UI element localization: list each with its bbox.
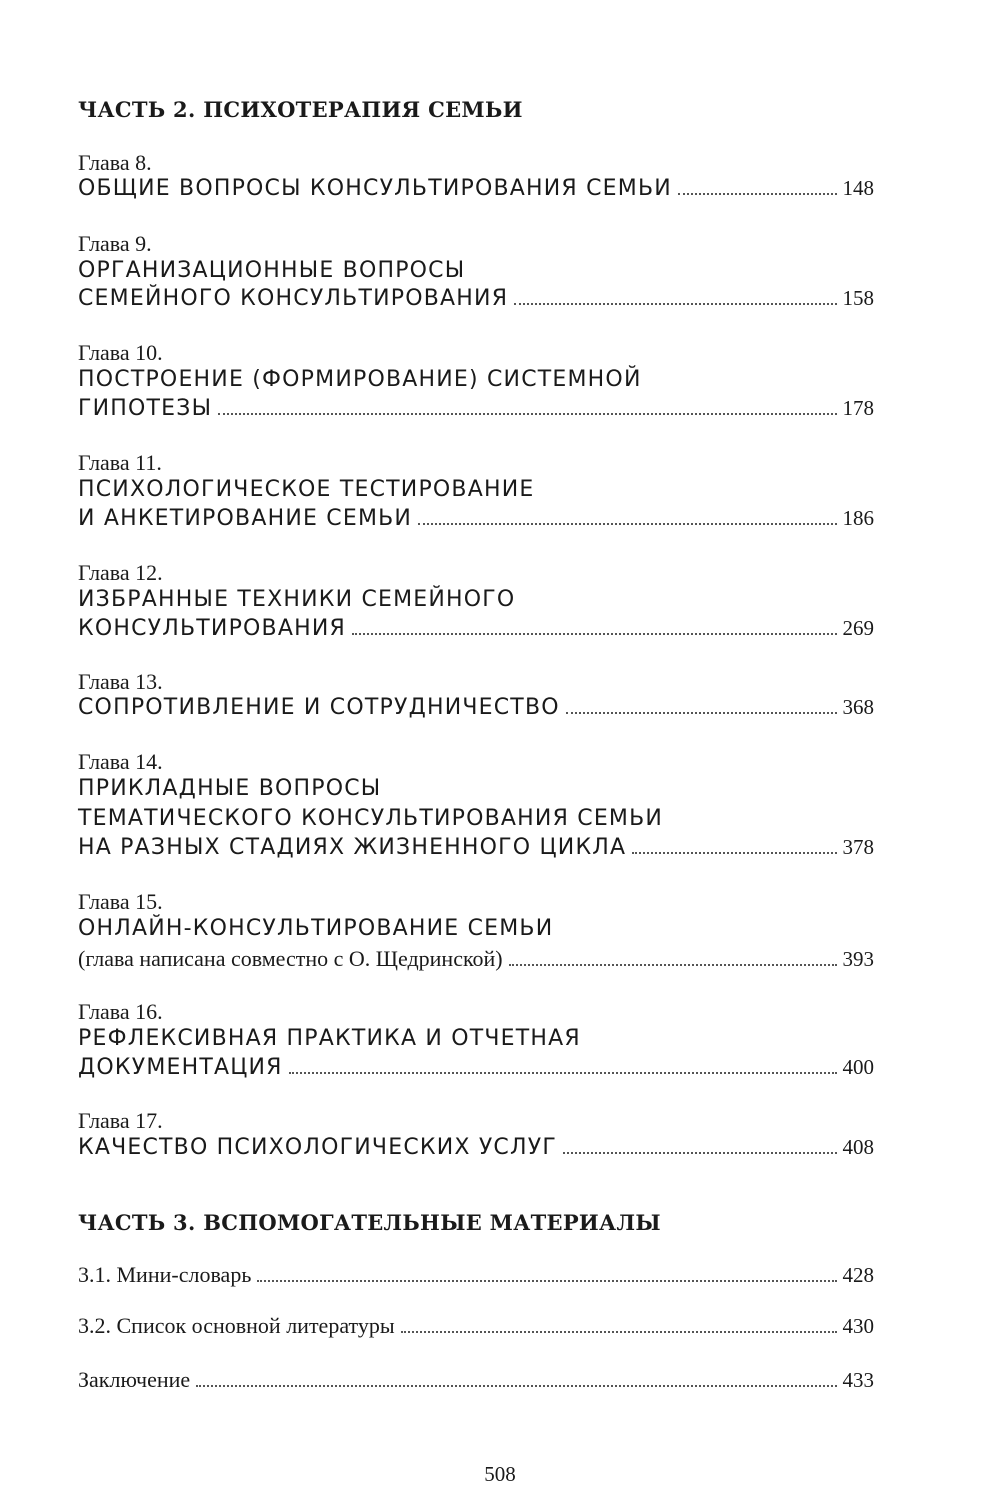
chapter-9-entry[interactable] (78, 286, 874, 311)
chapter-14-title-line-1: ПРИКЛАДНЫЕ ВОПРОСЫ (78, 776, 382, 801)
chapter-9-title-last: СЕМЕЙНОГО КОНСУЛЬТИРОВАНИЯ (78, 286, 509, 311)
appendix-dictionary-title: 3.1. Мини-словарь (78, 1262, 252, 1287)
chapter-9-title-line: ОРГАНИЗАЦИОННЫЕ ВОПРОСЫ (78, 258, 466, 283)
chapter-16-label: Глава 16. (78, 999, 163, 1024)
chapter-8-title: ОБЩИЕ ВОПРОСЫ КОНСУЛЬТИРОВАНИЯ СЕМЬИ (78, 176, 672, 201)
leader-dots (632, 852, 836, 854)
chapter-14-label: Глава 14. (78, 749, 163, 774)
chapter-15-title-line: ОНЛАЙН-КОНСУЛЬТИРОВАНИЕ СЕМЬИ (78, 916, 554, 941)
chapter-12-entry[interactable] (78, 616, 874, 641)
chapter-8-page: 148 (842, 176, 874, 200)
chapter-9-page: 158 (842, 286, 874, 310)
chapter-16-title-last: ДОКУМЕНТАЦИЯ (78, 1055, 283, 1080)
chapter-13-page: 368 (842, 695, 874, 719)
chapter-15-label: Глава 15. (78, 889, 163, 914)
chapter-10-title-last: ГИПОТЕЗЫ (78, 396, 213, 421)
chapter-17-page: 408 (842, 1135, 874, 1159)
leader-dots (289, 1072, 837, 1074)
leader-dots (509, 964, 837, 966)
chapter-14-title-line-2: ТЕМАТИЧЕСКОГО КОНСУЛЬТИРОВАНИЯ СЕМЬИ (78, 806, 664, 831)
leader-dots (514, 303, 836, 305)
appendix-literature-page: 430 (842, 1314, 874, 1338)
chapter-8-entry[interactable] (78, 176, 874, 201)
chapter-11-label: Глава 11. (78, 450, 162, 475)
chapter-12-label: Глава 12. (78, 560, 163, 585)
chapter-12-title-last: КОНСУЛЬТИРОВАНИЯ (78, 616, 346, 641)
chapter-17-entry[interactable] (78, 1135, 874, 1160)
chapter-16-title-line: РЕФЛЕКСИВНАЯ ПРАКТИКА И ОТЧЕТНАЯ (78, 1026, 581, 1051)
chapter-14-page: 378 (842, 835, 874, 859)
appendix-dictionary-page: 428 (842, 1263, 874, 1287)
chapter-10-page: 178 (842, 396, 874, 420)
chapter-13-label: Глава 13. (78, 669, 163, 694)
chapter-16-entry[interactable] (78, 1055, 874, 1080)
chapter-14-title-last: НА РАЗНЫХ СТАДИЯХ ЖИЗНЕННОГО ЦИКЛА (78, 835, 627, 860)
chapter-14-entry[interactable] (78, 835, 874, 860)
chapter-17-label: Глава 17. (78, 1108, 163, 1133)
chapter-8-label: Глава 8. (78, 150, 152, 175)
chapter-12-title-line: ИЗБРАННЫЕ ТЕХНИКИ СЕМЕЙНОГО (78, 587, 516, 612)
part-2-title: ЧАСТЬ 2. ПСИХОТЕРАПИЯ СЕМЬИ (78, 97, 523, 122)
leader-dots (563, 1152, 837, 1154)
chapter-10-label: Глава 10. (78, 340, 163, 365)
chapter-16-page: 400 (842, 1055, 874, 1079)
leader-dots (566, 712, 837, 714)
chapter-13-entry[interactable] (78, 695, 874, 720)
chapter-15-page: 393 (842, 947, 874, 971)
chapter-11-entry[interactable] (78, 506, 874, 531)
conclusion-entry[interactable] (78, 1367, 874, 1393)
chapter-9-label: Глава 9. (78, 231, 152, 256)
chapter-11-title-line: ПСИХОЛОГИЧЕСКОЕ ТЕСТИРОВАНИЕ (78, 477, 535, 502)
page-number: 508 (484, 1462, 516, 1486)
chapter-15-entry[interactable] (78, 946, 874, 972)
leader-dots (401, 1331, 837, 1333)
chapter-10-title-line: ПОСТРОЕНИЕ (ФОРМИРОВАНИЕ) СИСТЕМНОЙ (78, 367, 642, 392)
appendix-literature-title: 3.2. Список основной литературы (78, 1313, 395, 1338)
leader-dots (678, 193, 837, 195)
leader-dots (418, 523, 836, 525)
chapter-10-entry[interactable] (78, 396, 874, 421)
chapter-11-page: 186 (842, 506, 874, 530)
chapter-17-title: КАЧЕСТВО ПСИХОЛОГИЧЕСКИХ УСЛУГ (78, 1135, 557, 1160)
appendix-literature-entry[interactable] (78, 1313, 874, 1339)
part-3-title: ЧАСТЬ 3. ВСПОМОГАТЕЛЬНЫЕ МАТЕРИАЛЫ (78, 1210, 661, 1235)
conclusion-title: Заключение (78, 1367, 191, 1392)
leader-dots (352, 633, 837, 635)
leader-dots (218, 413, 836, 415)
chapter-11-title-last: И АНКЕТИРОВАНИЕ СЕМЬИ (78, 506, 413, 531)
conclusion-page: 433 (842, 1368, 874, 1392)
appendix-dictionary-entry[interactable] (78, 1262, 874, 1288)
chapter-15-note: (глава написана совместно с О. Щедринской) (78, 946, 503, 971)
leader-dots (257, 1280, 836, 1282)
chapter-12-page: 269 (842, 616, 874, 640)
leader-dots (196, 1385, 836, 1387)
chapter-13-title: СОПРОТИВЛЕНИЕ И СОТРУДНИЧЕСТВО (78, 695, 560, 720)
